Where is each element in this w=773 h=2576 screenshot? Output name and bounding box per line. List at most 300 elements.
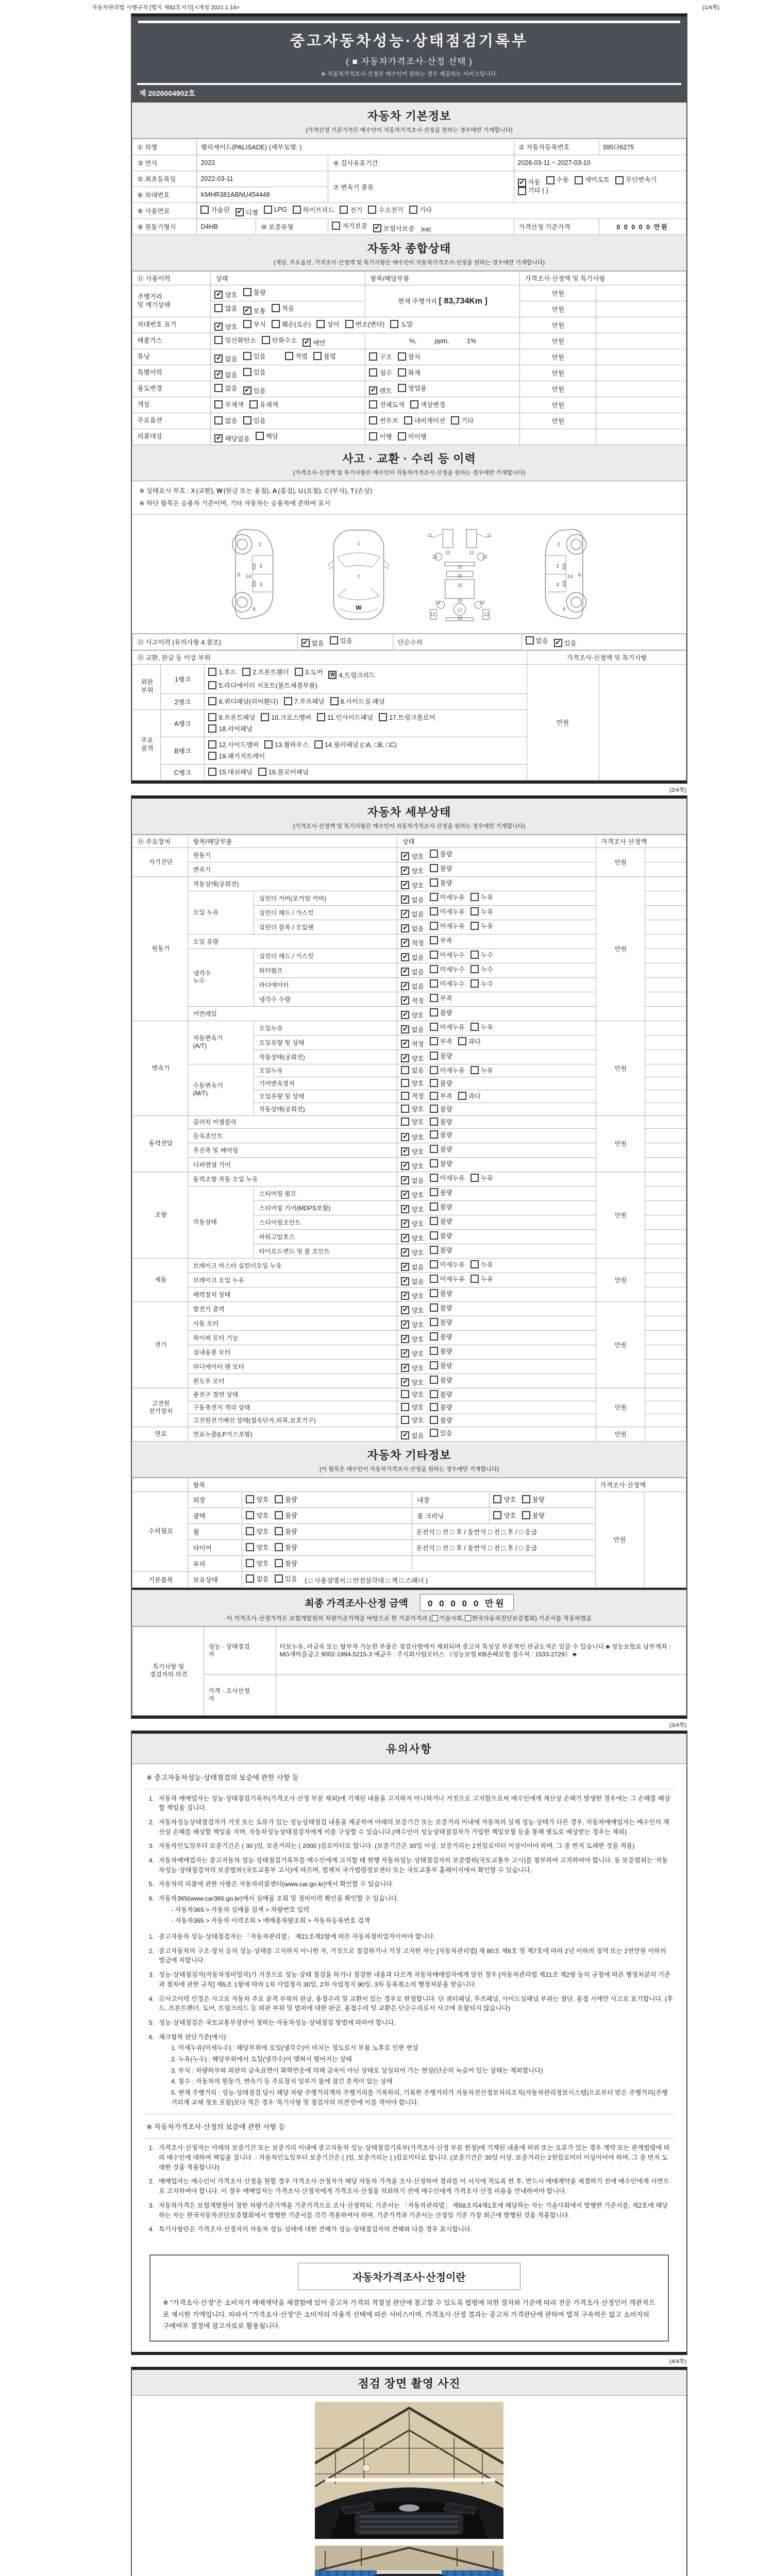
checkbox-icon[interactable] bbox=[313, 352, 322, 360]
checkbox-icon[interactable]: ✔ bbox=[554, 639, 562, 647]
checkbox-icon[interactable] bbox=[430, 1376, 438, 1384]
checkbox-option[interactable] bbox=[243, 386, 266, 395]
checkbox-option[interactable] bbox=[369, 386, 392, 395]
checkbox-icon[interactable] bbox=[246, 1527, 254, 1535]
checkbox-icon[interactable] bbox=[458, 1037, 466, 1045]
checkbox-icon[interactable] bbox=[522, 1495, 530, 1503]
checkbox-option[interactable] bbox=[401, 895, 424, 904]
checkbox-option[interactable] bbox=[430, 1216, 452, 1226]
checkbox-icon[interactable]: ✔ bbox=[243, 307, 251, 315]
checkbox-option[interactable] bbox=[401, 967, 424, 976]
checkbox-icon[interactable]: ✔ bbox=[401, 1320, 409, 1329]
checkbox-option[interactable] bbox=[401, 1363, 424, 1372]
checkbox-icon[interactable] bbox=[430, 1117, 438, 1126]
checkbox-option[interactable] bbox=[430, 1065, 465, 1075]
checkbox-option[interactable] bbox=[328, 670, 375, 680]
checkbox-option[interactable] bbox=[401, 953, 424, 962]
checkbox-option[interactable] bbox=[258, 767, 309, 776]
checkbox-option[interactable] bbox=[275, 1495, 297, 1504]
checkbox-icon[interactable] bbox=[430, 1347, 438, 1355]
checkbox-option[interactable] bbox=[256, 431, 278, 440]
checkbox-icon[interactable] bbox=[409, 206, 417, 214]
checkbox-diagnosis-assoc[interactable] bbox=[465, 1615, 471, 1621]
checkbox-option[interactable] bbox=[214, 383, 237, 393]
checkbox-option[interactable] bbox=[275, 1543, 297, 1552]
checkbox-option[interactable] bbox=[430, 1144, 452, 1154]
checkbox-option[interactable] bbox=[401, 1039, 424, 1048]
checkbox-icon[interactable] bbox=[430, 951, 438, 959]
checkbox-icon[interactable] bbox=[470, 965, 479, 973]
checkbox-icon[interactable] bbox=[214, 400, 223, 409]
checkbox-option[interactable] bbox=[470, 921, 493, 930]
checkbox-icon[interactable] bbox=[340, 206, 348, 214]
checkbox-option[interactable] bbox=[284, 697, 325, 706]
checkbox-icon[interactable] bbox=[369, 432, 377, 440]
checkbox-icon[interactable] bbox=[398, 384, 406, 392]
checkbox-icon[interactable] bbox=[379, 713, 387, 721]
checkbox-icon[interactable] bbox=[493, 1511, 501, 1519]
checkbox-icon[interactable] bbox=[401, 1117, 409, 1126]
checkbox-icon[interactable] bbox=[430, 1052, 438, 1060]
checkbox-option[interactable] bbox=[493, 1495, 516, 1504]
checkbox-icon[interactable] bbox=[246, 1559, 254, 1567]
checkbox-icon[interactable]: ✔ bbox=[401, 1191, 409, 1199]
checkbox-icon[interactable] bbox=[243, 352, 251, 360]
checkbox-option[interactable] bbox=[243, 351, 266, 361]
checkbox-option[interactable] bbox=[458, 1037, 481, 1046]
checkbox-icon[interactable]: ✔ bbox=[373, 224, 381, 232]
checkbox-icon[interactable] bbox=[332, 222, 340, 230]
checkbox-option[interactable] bbox=[401, 1025, 424, 1034]
checkbox-icon[interactable] bbox=[470, 951, 479, 959]
checkbox-icon[interactable] bbox=[430, 1318, 438, 1326]
checkbox-icon[interactable] bbox=[345, 320, 354, 328]
checkbox-icon[interactable] bbox=[208, 713, 216, 721]
checkbox-icon[interactable] bbox=[430, 1260, 438, 1268]
checkbox-icon[interactable]: ✔ bbox=[401, 1248, 409, 1257]
checkbox-icon[interactable] bbox=[430, 922, 438, 930]
checkbox-icon[interactable] bbox=[470, 979, 479, 988]
checkbox-icon[interactable] bbox=[293, 206, 301, 214]
checkbox-option[interactable] bbox=[470, 1022, 493, 1031]
checkbox-option[interactable] bbox=[401, 852, 424, 861]
checkbox-icon[interactable] bbox=[258, 768, 266, 776]
checkbox-option[interactable] bbox=[409, 205, 432, 214]
checkbox-icon[interactable]: ✔ bbox=[236, 208, 244, 216]
checkbox-option[interactable] bbox=[401, 924, 424, 933]
checkbox-icon[interactable]: ✔ bbox=[401, 1219, 409, 1228]
checkbox-icon[interactable] bbox=[430, 1332, 438, 1341]
checkbox-icon[interactable] bbox=[430, 864, 438, 872]
checkbox-option[interactable] bbox=[246, 1511, 268, 1520]
checkbox-icon[interactable] bbox=[430, 994, 438, 1002]
checkbox-option[interactable] bbox=[470, 1173, 493, 1182]
checkbox-icon[interactable] bbox=[430, 1289, 438, 1297]
checkbox-option[interactable] bbox=[518, 187, 548, 195]
checkbox-option[interactable] bbox=[401, 1104, 424, 1113]
checkbox-option[interactable] bbox=[317, 713, 373, 722]
checkbox-option[interactable] bbox=[368, 205, 403, 214]
checkbox-icon[interactable] bbox=[430, 878, 438, 887]
checkbox-icon[interactable]: ✔ bbox=[243, 386, 251, 395]
checkbox-icon[interactable] bbox=[242, 668, 250, 676]
checkbox-option[interactable] bbox=[242, 667, 289, 676]
checkbox-icon[interactable] bbox=[261, 713, 269, 721]
checkbox-option[interactable] bbox=[430, 1130, 452, 1139]
checkbox-option[interactable] bbox=[214, 322, 237, 331]
checkbox-icon[interactable] bbox=[272, 304, 280, 312]
checkbox-option[interactable] bbox=[470, 979, 493, 988]
checkbox-option[interactable] bbox=[246, 1495, 268, 1504]
checkbox-icon[interactable] bbox=[430, 1275, 438, 1283]
checkbox-option[interactable] bbox=[340, 205, 362, 214]
checkbox-option[interactable] bbox=[430, 1037, 452, 1046]
checkbox-icon[interactable]: ✔ bbox=[401, 1162, 409, 1170]
checkbox-icon[interactable] bbox=[430, 893, 438, 901]
checkbox-option[interactable] bbox=[401, 880, 424, 890]
checkbox-icon[interactable] bbox=[430, 1079, 438, 1087]
checkbox-option[interactable] bbox=[401, 1378, 424, 1387]
checkbox-option[interactable] bbox=[369, 416, 398, 425]
checkbox-icon[interactable]: ✔ bbox=[401, 910, 409, 918]
checkbox-icon[interactable]: ✔ bbox=[401, 1364, 409, 1372]
checkbox-icon[interactable] bbox=[398, 352, 406, 361]
checkbox-icon[interactable]: ✔ bbox=[301, 639, 310, 647]
checkbox-icon[interactable]: ✔ bbox=[518, 179, 526, 187]
checkbox-icon[interactable] bbox=[264, 740, 273, 749]
checkbox-option[interactable] bbox=[470, 1065, 493, 1075]
checkbox-option[interactable] bbox=[243, 287, 266, 297]
checkbox-icon[interactable] bbox=[430, 1130, 438, 1139]
checkbox-icon[interactable]: ✔ bbox=[401, 867, 409, 875]
checkbox-option[interactable] bbox=[493, 1511, 516, 1520]
checkbox-icon[interactable] bbox=[275, 1495, 283, 1503]
checkbox-option[interactable] bbox=[470, 964, 493, 974]
checkbox-option[interactable] bbox=[314, 740, 397, 749]
checkbox-option[interactable] bbox=[264, 206, 287, 214]
checkbox-option[interactable] bbox=[430, 1159, 452, 1168]
checkbox-icon[interactable] bbox=[275, 1527, 283, 1535]
checkbox-icon[interactable] bbox=[430, 1202, 438, 1211]
checkbox-icon[interactable]: ✔ bbox=[401, 924, 409, 933]
checkbox-icon[interactable] bbox=[314, 740, 323, 749]
checkbox-icon[interactable]: ✔ bbox=[401, 1335, 409, 1343]
checkbox-icon[interactable] bbox=[214, 304, 223, 312]
checkbox-option[interactable] bbox=[262, 335, 297, 345]
checkbox-option[interactable] bbox=[430, 1202, 452, 1211]
checkbox-icon[interactable]: ✔ bbox=[401, 1176, 409, 1184]
checkbox-icon[interactable] bbox=[284, 697, 292, 705]
checkbox-icon[interactable] bbox=[401, 1079, 409, 1087]
checkbox-option[interactable] bbox=[430, 1303, 452, 1312]
checkbox-icon[interactable] bbox=[410, 400, 418, 409]
checkbox-icon[interactable] bbox=[256, 432, 264, 440]
checkbox-option[interactable] bbox=[401, 1176, 424, 1185]
checkbox-option[interactable] bbox=[313, 351, 336, 361]
checkbox-option[interactable] bbox=[330, 636, 352, 645]
checkbox-icon[interactable] bbox=[317, 713, 325, 721]
checkbox-option[interactable] bbox=[249, 400, 278, 409]
checkbox-option[interactable] bbox=[401, 1205, 424, 1214]
checkbox-option[interactable] bbox=[275, 1558, 297, 1568]
checkbox-option[interactable] bbox=[430, 1402, 452, 1412]
checkbox-option[interactable] bbox=[401, 1065, 424, 1075]
checkbox-option[interactable] bbox=[430, 964, 465, 974]
checkbox-icon[interactable]: ✔ bbox=[401, 1306, 409, 1314]
checkbox-option[interactable] bbox=[430, 950, 465, 959]
checkbox-option[interactable] bbox=[246, 1558, 268, 1568]
checkbox-option[interactable] bbox=[430, 1245, 452, 1255]
checkbox-option[interactable] bbox=[208, 724, 253, 733]
checkbox-option[interactable] bbox=[401, 1078, 424, 1088]
checkbox-option[interactable] bbox=[430, 993, 452, 1003]
checkbox-option[interactable] bbox=[470, 1260, 493, 1269]
checkbox-icon[interactable] bbox=[430, 1429, 438, 1437]
checkbox-option[interactable] bbox=[404, 416, 445, 425]
checkbox-option[interactable] bbox=[526, 636, 548, 645]
checkbox-icon[interactable] bbox=[208, 752, 216, 760]
checkbox-option[interactable] bbox=[401, 1147, 424, 1156]
checkbox-icon[interactable]: ✔ bbox=[401, 1431, 409, 1439]
checkbox-icon[interactable] bbox=[401, 1092, 409, 1100]
checkbox-option[interactable] bbox=[390, 319, 413, 329]
checkbox-option[interactable] bbox=[369, 352, 392, 361]
checkbox-icon[interactable] bbox=[430, 850, 438, 858]
checkbox-icon[interactable] bbox=[398, 432, 406, 440]
checkbox-option[interactable] bbox=[214, 434, 249, 443]
checkbox-option[interactable] bbox=[332, 221, 367, 230]
checkbox-icon[interactable] bbox=[615, 176, 624, 184]
checkbox-option[interactable] bbox=[369, 400, 404, 409]
checkbox-option[interactable] bbox=[214, 416, 237, 425]
checkbox-option[interactable] bbox=[451, 416, 474, 425]
checkbox-icon[interactable]: ✔ bbox=[401, 1040, 409, 1048]
checkbox-option[interactable] bbox=[398, 368, 421, 377]
checkbox-option[interactable] bbox=[546, 176, 569, 184]
checkbox-icon[interactable] bbox=[262, 336, 270, 344]
checkbox-icon[interactable] bbox=[264, 206, 272, 214]
checkbox-option[interactable] bbox=[398, 383, 427, 393]
checkbox-icon[interactable] bbox=[470, 922, 479, 930]
checkbox-icon[interactable] bbox=[275, 1559, 283, 1567]
checkbox-option[interactable] bbox=[430, 1091, 452, 1100]
checkbox-icon[interactable] bbox=[401, 1416, 409, 1424]
checkbox-option[interactable] bbox=[243, 319, 266, 329]
checkbox-option[interactable] bbox=[401, 1320, 424, 1329]
checkbox-icon[interactable]: ✔ bbox=[401, 1349, 409, 1358]
checkbox-icon[interactable] bbox=[430, 1008, 438, 1016]
checkbox-option[interactable] bbox=[316, 319, 339, 329]
checkbox-icon[interactable] bbox=[243, 416, 251, 425]
checkbox-option[interactable] bbox=[430, 1231, 452, 1240]
checkbox-option[interactable] bbox=[301, 638, 324, 648]
checkbox-option[interactable] bbox=[214, 354, 237, 363]
checkbox-option[interactable] bbox=[430, 1188, 452, 1197]
checkbox-icon[interactable] bbox=[275, 1511, 283, 1519]
checkbox-icon[interactable] bbox=[369, 352, 377, 361]
checkbox-icon[interactable] bbox=[430, 1023, 438, 1031]
checkbox-option[interactable] bbox=[430, 1078, 452, 1088]
checkbox-option[interactable] bbox=[214, 290, 237, 299]
checkbox-option[interactable] bbox=[261, 713, 311, 722]
checkbox-option[interactable] bbox=[208, 767, 253, 776]
checkbox-option[interactable] bbox=[401, 1233, 424, 1243]
checkbox-icon[interactable] bbox=[246, 1574, 254, 1583]
checkbox-option[interactable] bbox=[430, 863, 452, 873]
checkbox-option[interactable] bbox=[430, 1415, 452, 1425]
checkbox-option[interactable] bbox=[401, 1277, 424, 1286]
checkbox-icon[interactable]: ✔ bbox=[401, 996, 409, 1005]
checkbox-option[interactable] bbox=[430, 878, 452, 887]
checkbox-icon[interactable] bbox=[458, 1092, 466, 1100]
checkbox-icon[interactable] bbox=[243, 320, 251, 328]
checkbox-icon[interactable]: ✔ bbox=[369, 386, 377, 395]
checkbox-option[interactable] bbox=[430, 1173, 465, 1182]
checkbox-icon[interactable] bbox=[369, 368, 377, 377]
checkbox-option[interactable] bbox=[575, 176, 610, 184]
checkbox-option[interactable] bbox=[208, 713, 255, 722]
checkbox-icon[interactable] bbox=[546, 176, 554, 184]
checkbox-option[interactable] bbox=[214, 335, 256, 345]
checkbox-option[interactable] bbox=[522, 1511, 545, 1520]
checkbox-icon[interactable] bbox=[430, 936, 438, 944]
checkbox-icon[interactable] bbox=[404, 416, 412, 425]
checkbox-option[interactable] bbox=[470, 907, 493, 916]
checkbox-icon[interactable]: ✔ bbox=[401, 1292, 409, 1300]
checkbox-option[interactable] bbox=[208, 681, 317, 690]
checkbox-icon[interactable] bbox=[451, 416, 459, 425]
checkbox-icon[interactable]: ✔ bbox=[401, 1205, 409, 1213]
checkbox-option[interactable] bbox=[401, 909, 424, 919]
checkbox-option[interactable] bbox=[401, 1291, 424, 1300]
checkbox-option[interactable] bbox=[401, 1091, 424, 1100]
checkbox-icon[interactable] bbox=[208, 724, 216, 733]
checkbox-icon[interactable] bbox=[493, 1495, 501, 1503]
checkbox-icon[interactable]: ✔ bbox=[401, 953, 409, 961]
checkbox-option[interactable] bbox=[236, 208, 258, 217]
checkbox-option[interactable] bbox=[401, 1190, 424, 1199]
checkbox-option[interactable] bbox=[430, 1289, 452, 1298]
checkbox-icon[interactable]: ✔ bbox=[401, 1054, 409, 1062]
checkbox-icon[interactable] bbox=[470, 1174, 479, 1182]
checkbox-option[interactable] bbox=[401, 981, 424, 991]
checkbox-icon[interactable] bbox=[401, 1105, 409, 1113]
checkbox-option[interactable] bbox=[243, 367, 266, 377]
checkbox-option[interactable] bbox=[214, 303, 237, 313]
checkbox-option[interactable] bbox=[295, 667, 323, 676]
checkbox-icon[interactable] bbox=[430, 1145, 438, 1153]
checkbox-icon[interactable] bbox=[430, 1416, 438, 1424]
checkbox-icon[interactable]: ✔ bbox=[401, 1025, 409, 1033]
checkbox-option[interactable] bbox=[275, 1527, 297, 1536]
checkbox-icon[interactable] bbox=[470, 1023, 479, 1031]
checkbox-option[interactable] bbox=[214, 370, 237, 379]
checkbox-option[interactable] bbox=[518, 179, 541, 187]
checkbox-option[interactable] bbox=[401, 1389, 424, 1399]
checkbox-option[interactable] bbox=[401, 1415, 424, 1425]
checkbox-icon[interactable]: ✔ bbox=[214, 354, 223, 363]
checkbox-icon[interactable] bbox=[214, 384, 223, 392]
checkbox-icon[interactable]: ✔ bbox=[401, 852, 409, 860]
checkbox-option[interactable] bbox=[401, 1054, 424, 1063]
checkbox-option[interactable] bbox=[430, 1332, 452, 1341]
checkbox-icon[interactable] bbox=[430, 1159, 438, 1167]
checkbox-icon[interactable]: ✔ bbox=[401, 1133, 409, 1141]
checkbox-option[interactable] bbox=[208, 697, 278, 706]
checkbox-icon[interactable]: ✔ bbox=[401, 968, 409, 976]
checkbox-option[interactable] bbox=[430, 892, 465, 902]
checkbox-option[interactable] bbox=[398, 432, 427, 441]
checkbox-icon[interactable] bbox=[430, 1037, 438, 1045]
checkbox-icon[interactable] bbox=[470, 893, 479, 901]
checkbox-tech-society[interactable] bbox=[432, 1615, 438, 1621]
checkbox-option[interactable] bbox=[430, 1375, 452, 1384]
checkbox-icon[interactable] bbox=[430, 1403, 438, 1411]
checkbox-icon[interactable] bbox=[470, 1260, 479, 1268]
checkbox-icon[interactable]: ✔ bbox=[401, 1378, 409, 1386]
checkbox-option[interactable] bbox=[430, 936, 452, 945]
checkbox-option[interactable] bbox=[430, 1361, 452, 1370]
checkbox-option[interactable] bbox=[430, 1428, 452, 1437]
checkbox-icon[interactable] bbox=[430, 907, 438, 916]
checkbox-option[interactable] bbox=[285, 351, 308, 361]
checkbox-option[interactable] bbox=[379, 713, 435, 722]
checkbox-icon[interactable]: ✔ bbox=[401, 939, 409, 947]
checkbox-icon[interactable] bbox=[330, 636, 338, 645]
checkbox-icon[interactable] bbox=[200, 206, 209, 214]
checkbox-option[interactable] bbox=[243, 306, 266, 315]
checkbox-icon[interactable] bbox=[275, 1543, 283, 1551]
checkbox-icon[interactable] bbox=[246, 1495, 254, 1503]
checkbox-icon[interactable] bbox=[208, 697, 216, 705]
checkbox-option[interactable] bbox=[401, 1219, 424, 1228]
checkbox-option[interactable] bbox=[430, 1022, 465, 1031]
checkbox-icon[interactable]: ✔ bbox=[401, 1234, 409, 1242]
checkbox-icon[interactable]: ✔ bbox=[401, 1263, 409, 1271]
checkbox-icon[interactable] bbox=[214, 336, 223, 344]
checkbox-option[interactable] bbox=[345, 319, 385, 329]
checkbox-option[interactable] bbox=[401, 1010, 424, 1020]
checkbox-icon[interactable] bbox=[430, 965, 438, 973]
checkbox-icon[interactable] bbox=[526, 636, 534, 645]
checkbox-option[interactable] bbox=[272, 303, 294, 313]
checkbox-option[interactable] bbox=[293, 205, 334, 214]
checkbox-icon[interactable] bbox=[275, 1574, 283, 1583]
checkbox-icon[interactable] bbox=[401, 1403, 409, 1411]
checkbox-icon[interactable] bbox=[522, 1511, 530, 1519]
checkbox-icon[interactable] bbox=[430, 1231, 438, 1240]
checkbox-icon[interactable]: ✔ bbox=[214, 291, 223, 299]
checkbox-icon[interactable] bbox=[246, 1511, 254, 1519]
checkbox-icon[interactable] bbox=[430, 1303, 438, 1312]
checkbox-option[interactable] bbox=[369, 432, 392, 441]
checkbox-option[interactable] bbox=[470, 892, 493, 902]
checkbox-option[interactable] bbox=[410, 400, 445, 409]
checkbox-icon[interactable] bbox=[430, 1174, 438, 1182]
w-mark-checkbox[interactable]: W bbox=[328, 671, 337, 679]
checkbox-option[interactable] bbox=[430, 1117, 452, 1126]
checkbox-icon[interactable] bbox=[369, 416, 377, 425]
checkbox-icon[interactable] bbox=[330, 697, 339, 705]
checkbox-icon[interactable] bbox=[369, 400, 377, 409]
checkbox-option[interactable] bbox=[522, 1495, 545, 1504]
checkbox-icon[interactable] bbox=[208, 668, 216, 676]
checkbox-icon[interactable] bbox=[470, 1275, 479, 1283]
checkbox-option[interactable] bbox=[430, 849, 452, 858]
checkbox-option[interactable] bbox=[554, 638, 577, 648]
checkbox-icon[interactable]: ✔ bbox=[401, 881, 409, 889]
checkbox-option[interactable] bbox=[401, 1248, 424, 1257]
